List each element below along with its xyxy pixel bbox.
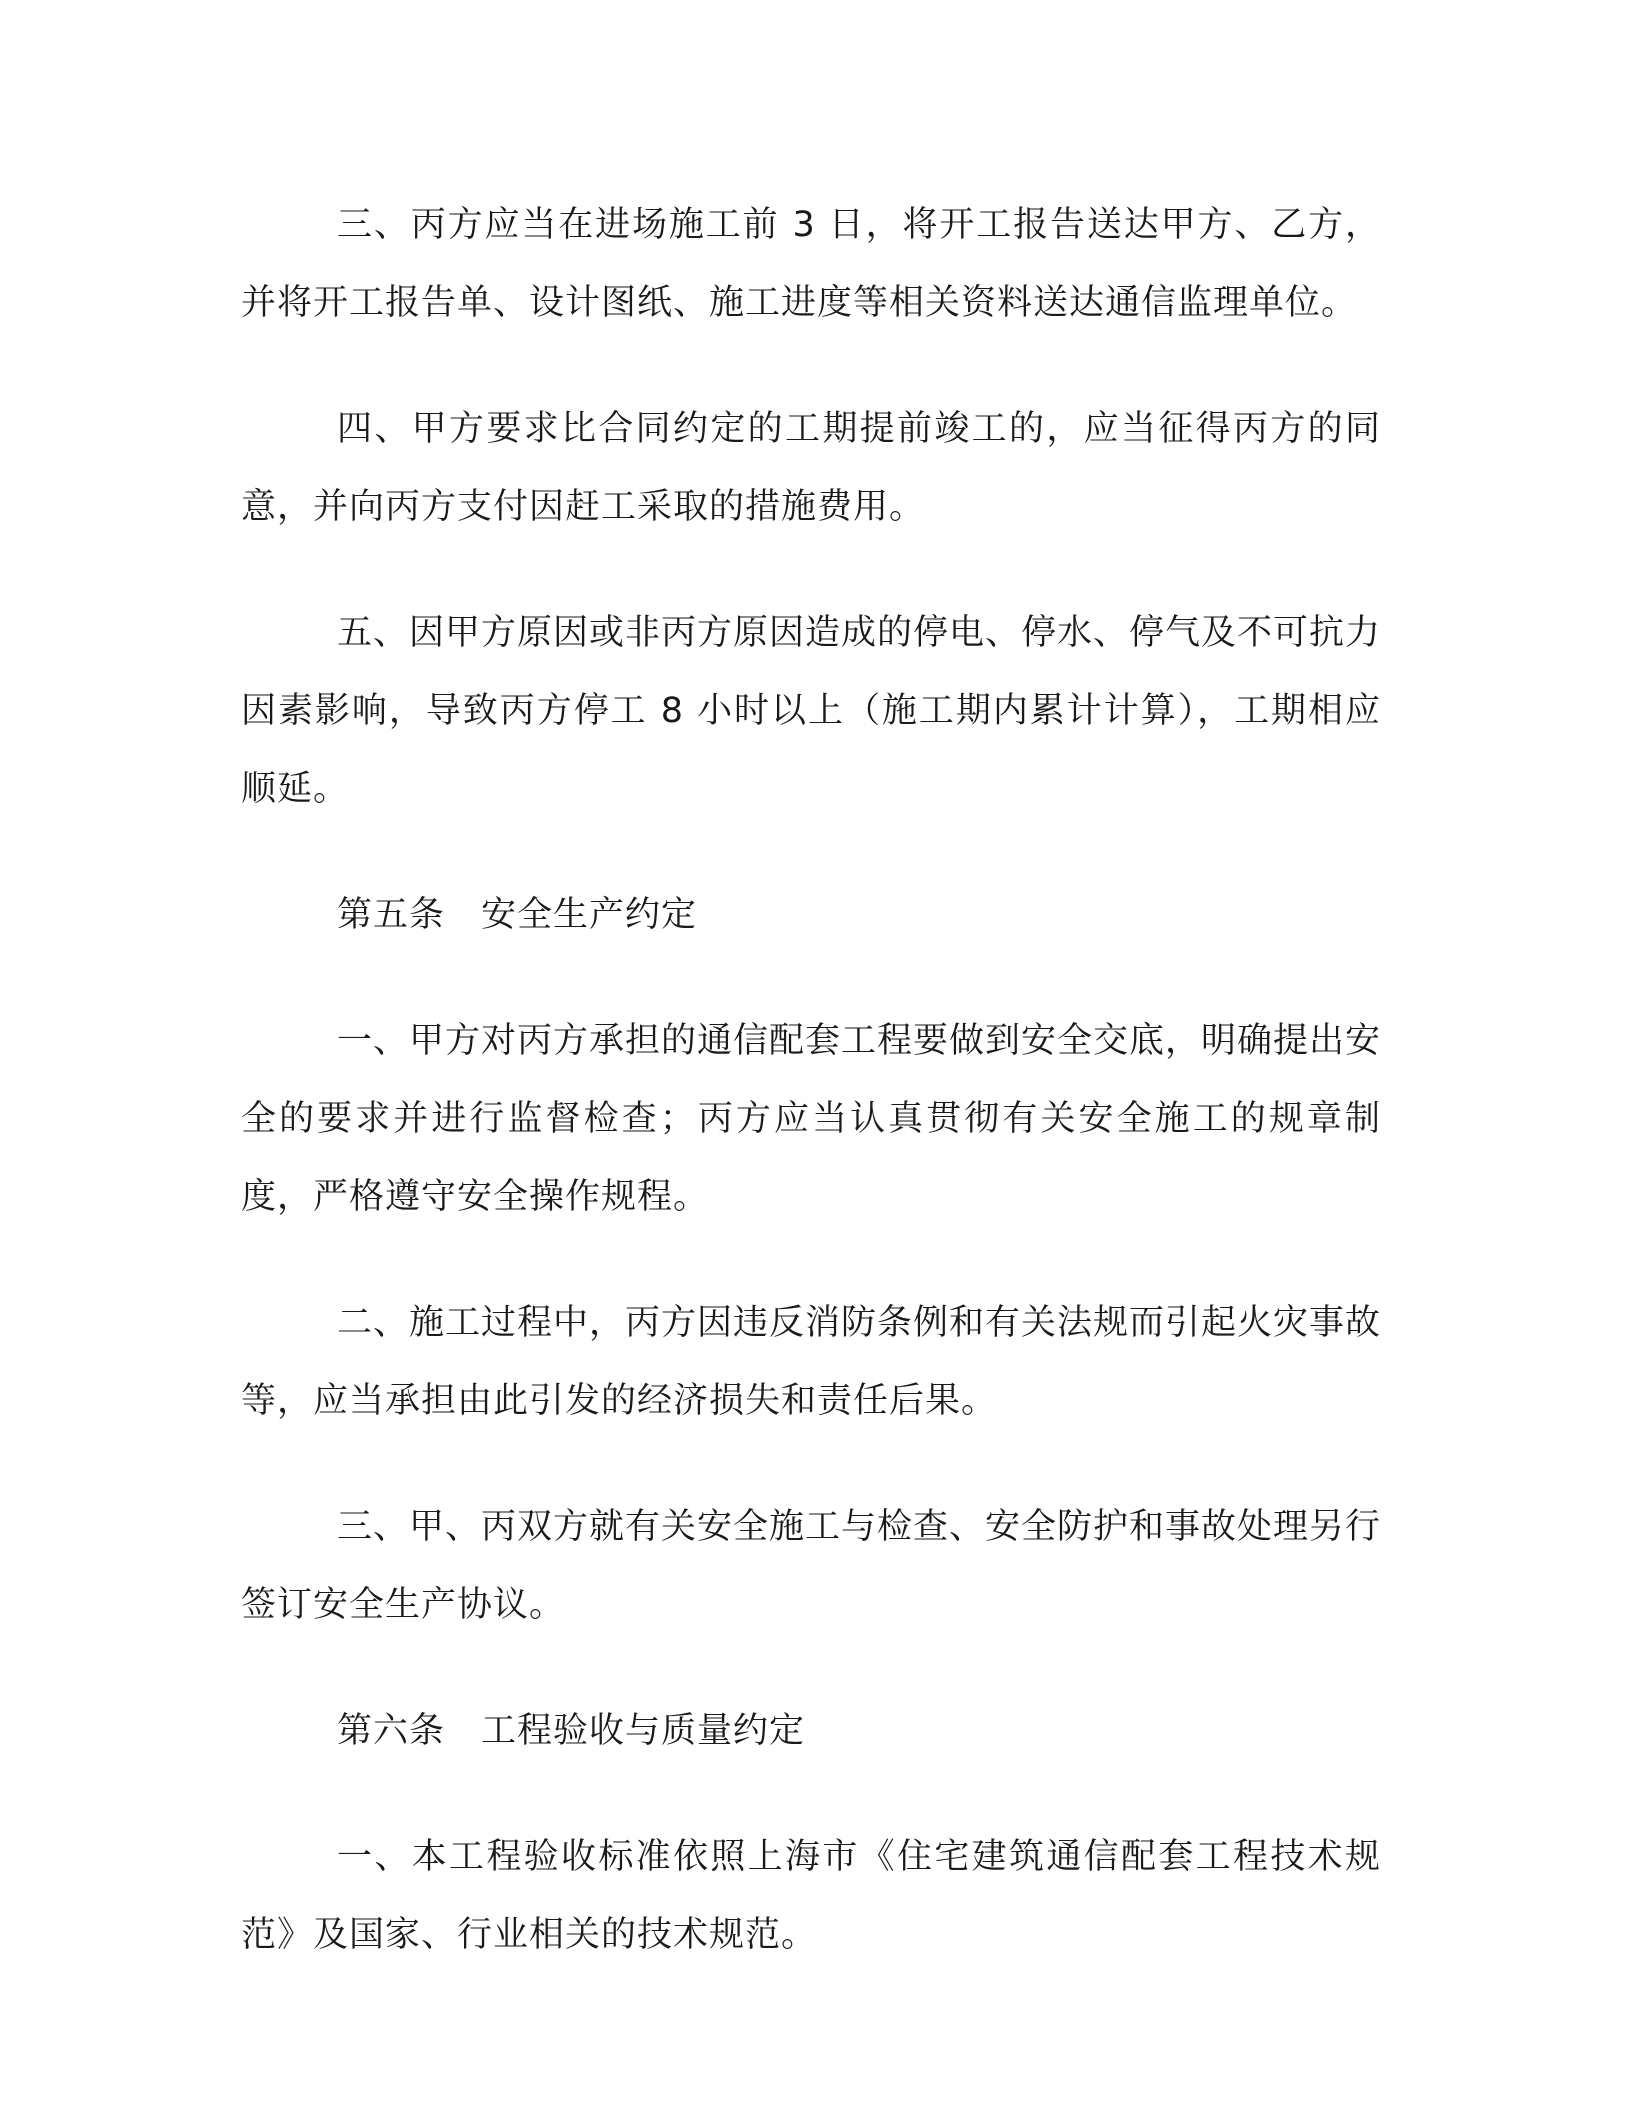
paragraph-acceptance-1: 一、本工程验收标准依照上海市《住宅建筑通信配套工程技术规范》及国家、行业相关的技术规范。 [241,1837,1381,1955]
paragraph-clause-4: 四、甲方要求比合同约定的工期提前竣工的，应当征得丙方的同意，并向丙方支付因赶工采取的措施费用。 [241,409,1381,527]
document-body [241,186,1381,2022]
paragraph-clause-3: 三、丙方应当在进场施工前 3 日，将开工报告送达甲方、乙方，并将开工报告单、设计图纸、施工进度等相关资料送达通信监理单位。 [241,205,1381,323]
paragraph-safety-1: 一、甲方对丙方承担的通信配套工程要做到安全交底，明确提出安全的要求并进行监督检查；丙方应当认真贯彻有关安全施工的规章制度，严格遵守安全操作规程。 [241,1021,1382,1217]
paragraph-clause-5: 五、因甲方原因或非丙方原因造成的停电、停水、停气及不可抗力因素影响，导致丙方停工 8 小时以上（施工期内累计计算），工期相应顺延。 [241,613,1382,809]
article-5-heading: 第五条 安全生产约定 [337,895,698,935]
article-6-heading: 第六条 工程验收与质量约定 [337,1711,806,1751]
paragraph-safety-3: 三、甲、丙双方就有关安全施工与检查、安全防护和事故处理另行签订安全生产协议。 [241,1507,1382,1625]
paragraph-safety-2: 二、施工过程中，丙方因违反消防条例和有关法规而引起火灾事故等，应当承担由此引发的经济损失和责任后果。 [241,1303,1382,1421]
